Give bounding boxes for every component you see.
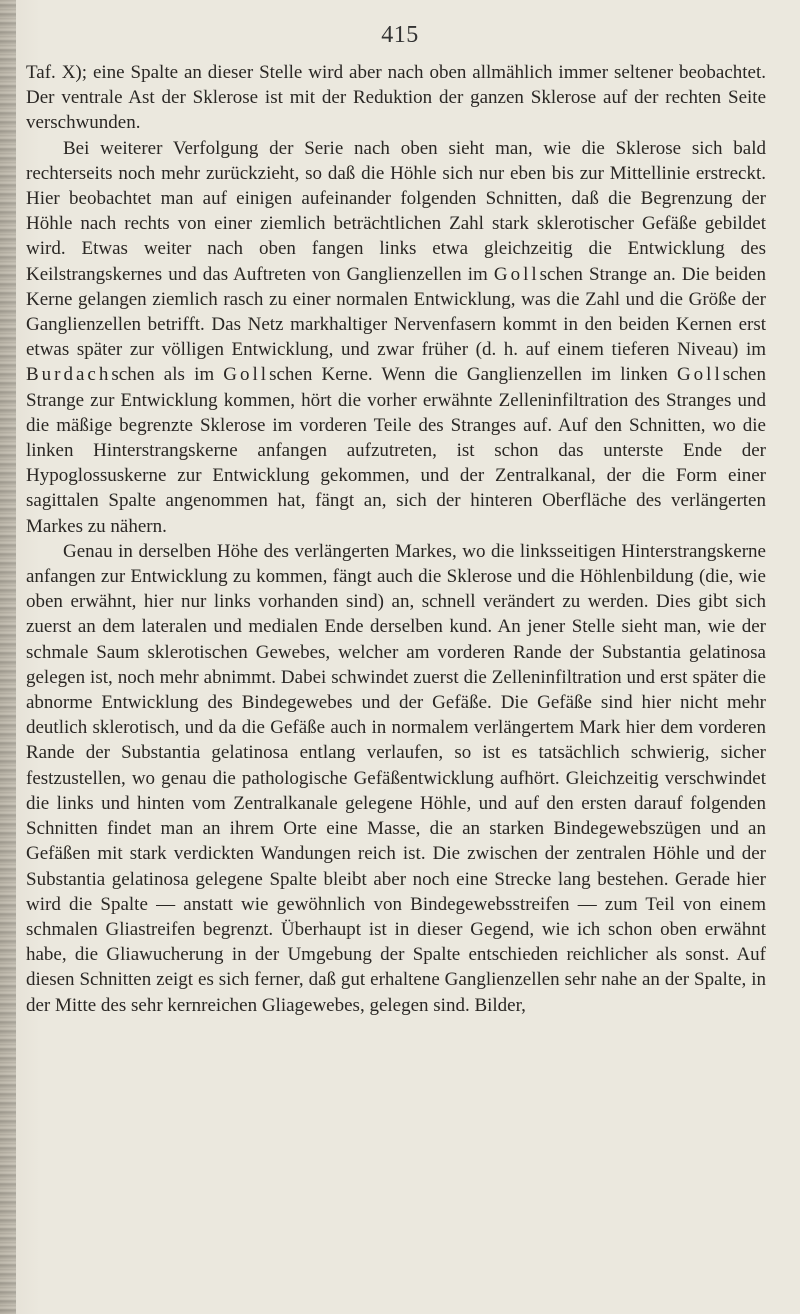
paragraph (26, 136, 766, 539)
text-run: schen Strange zur Entwicklung kommen, hört die vorher erwähnte Zelleninfiltration des Stranges und die mäßige begrenzte Sklerose im vorderen Teile des Stranges auf. Auf den Schnitten, wo die linken Hinterstrangskerne anfangen aufzutreten, ist schon das unterste Ende der Hypoglossuskerne zur Entwicklung gekommen, und der Zentralkanal, der die Form einer sagittalen Spalte angenommen hat, fängt an, sich der hinteren Oberfläche des verlängerten Markes zu nähern. (26, 364, 766, 537)
spaced-name: Goll (493, 263, 540, 285)
page-number: 415 (381, 22, 419, 48)
spaced-name: Goll (676, 364, 723, 386)
paragraph (26, 60, 766, 136)
page-binding-edge (0, 0, 16, 1314)
spaced-name: Goll (223, 364, 270, 386)
body-text (26, 60, 766, 1018)
paragraph (26, 539, 766, 1018)
text-run: Genau in derselben Höhe des verlängerten Markes, wo die linksseitigen Hinterstrangskerne anfangen zur Entwicklung zu kommen, fängt auch die Sklerose und die Höhlenbildung (die, wie oben erwähnt, hier nur links vorhanden sind) an, schnell verändert zu werden. Dies gibt sich zuerst an dem lateralen und medialen Ende derselben kund. An jener Stelle sieht man, wie der schmale Saum sklerotischen Gewebes, welcher am vorderen Rande der Substantia gelatinosa gelegen ist, noch mehr abnimmt. Dabei schwindet zuerst die Zelleninfiltration und erst später die abnorme Entwicklung des Bindegewebes und der Gefäße. Die Gefäße sind hier nicht mehr deutlich sklerotisch, und da die Gefäße auch in normalem verlängertem Mark hier dem vorderen Rande der Substantia gelatinosa entlang verlaufen, so ist es tatsächlich schwierig, sicher festzustellen, wo genau die pathologische Gefäßentwicklung aufhört. Gleichzeitig verschwindet die links und hinten vom Zentralkanale gelegene Höhle, und auf den ersten darauf folgenden Schnitten findet man an ihrem Orte eine Masse, die an starken Bindegewebszügen und an Gefäßen mit stark verdickten Wandungen reich ist. Die zwischen der zentralen Höhle und der Substantia gelatinosa gelegene Spalte bleibt aber noch eine Strecke lang bestehen. Gerade hier wird die Spalte — anstatt wie gewöhnlich von Bindegewebsstreifen — zum Teil von einem schmalen Gliastreifen begrenzt. Überhaupt ist in dieser Gegend, wie ich schon oben erwähnt habe, die Gliawucherung in der Umgebung der Spalte entschieden reichlicher als sonst. Auf diesen Schnitten zeigt es sich ferner, daß gut erhaltene Ganglienzellen sehr nahe an der Spalte, in der Mitte des sehr kernreichen Gliagewebes, gelegen sind. Bilder, (26, 540, 766, 1016)
spaced-name: Burdach (26, 364, 112, 386)
text-run: Bei weiterer Verfolgung der Serie nach oben sieht man, wie die Sklerose sich bald rechterseits noch mehr zurückzieht, so daß die Höhle sich nur eben bis zur Mittellinie erstreckt. Hier beobachtet man auf einigen aufeinander folgenden Schnitten, daß die Begrenzung der Höhle nach rechts von einer ziemlich beträchtlichen Zahl stark sklerotischer Gefäße gebildet wird. Etwas weiter nach oben fangen links etwa gleichzeitig die Entwicklung des Keilstrangskernes und das Auftreten von Ganglienzellen im (26, 137, 766, 285)
text-run: Taf. X); eine Spalte an dieser Stelle wird aber nach oben allmählich immer seltener beobachtet. Der ventrale Ast der Sklerose ist mit der Reduktion der ganzen Sklerose auf der rechten Seite verschwunden. (26, 62, 766, 134)
text-run: schen Kerne. Wenn die Ganglienzellen im linken (269, 364, 677, 386)
text-run: schen als im (111, 364, 224, 386)
text-run: schen Strange an. Die beiden Kerne gelangen ziemlich rasch zu einer normalen Entwicklung, was die Zahl und die Größe der Ganglienzellen betrifft. Das Netz markhaltiger Nervenfasern kommt in den beiden Kernen erst etwas später zur völligen Entwicklung, und zwar früher (d. h. auf einem tieferen Niveau) im (26, 263, 767, 361)
